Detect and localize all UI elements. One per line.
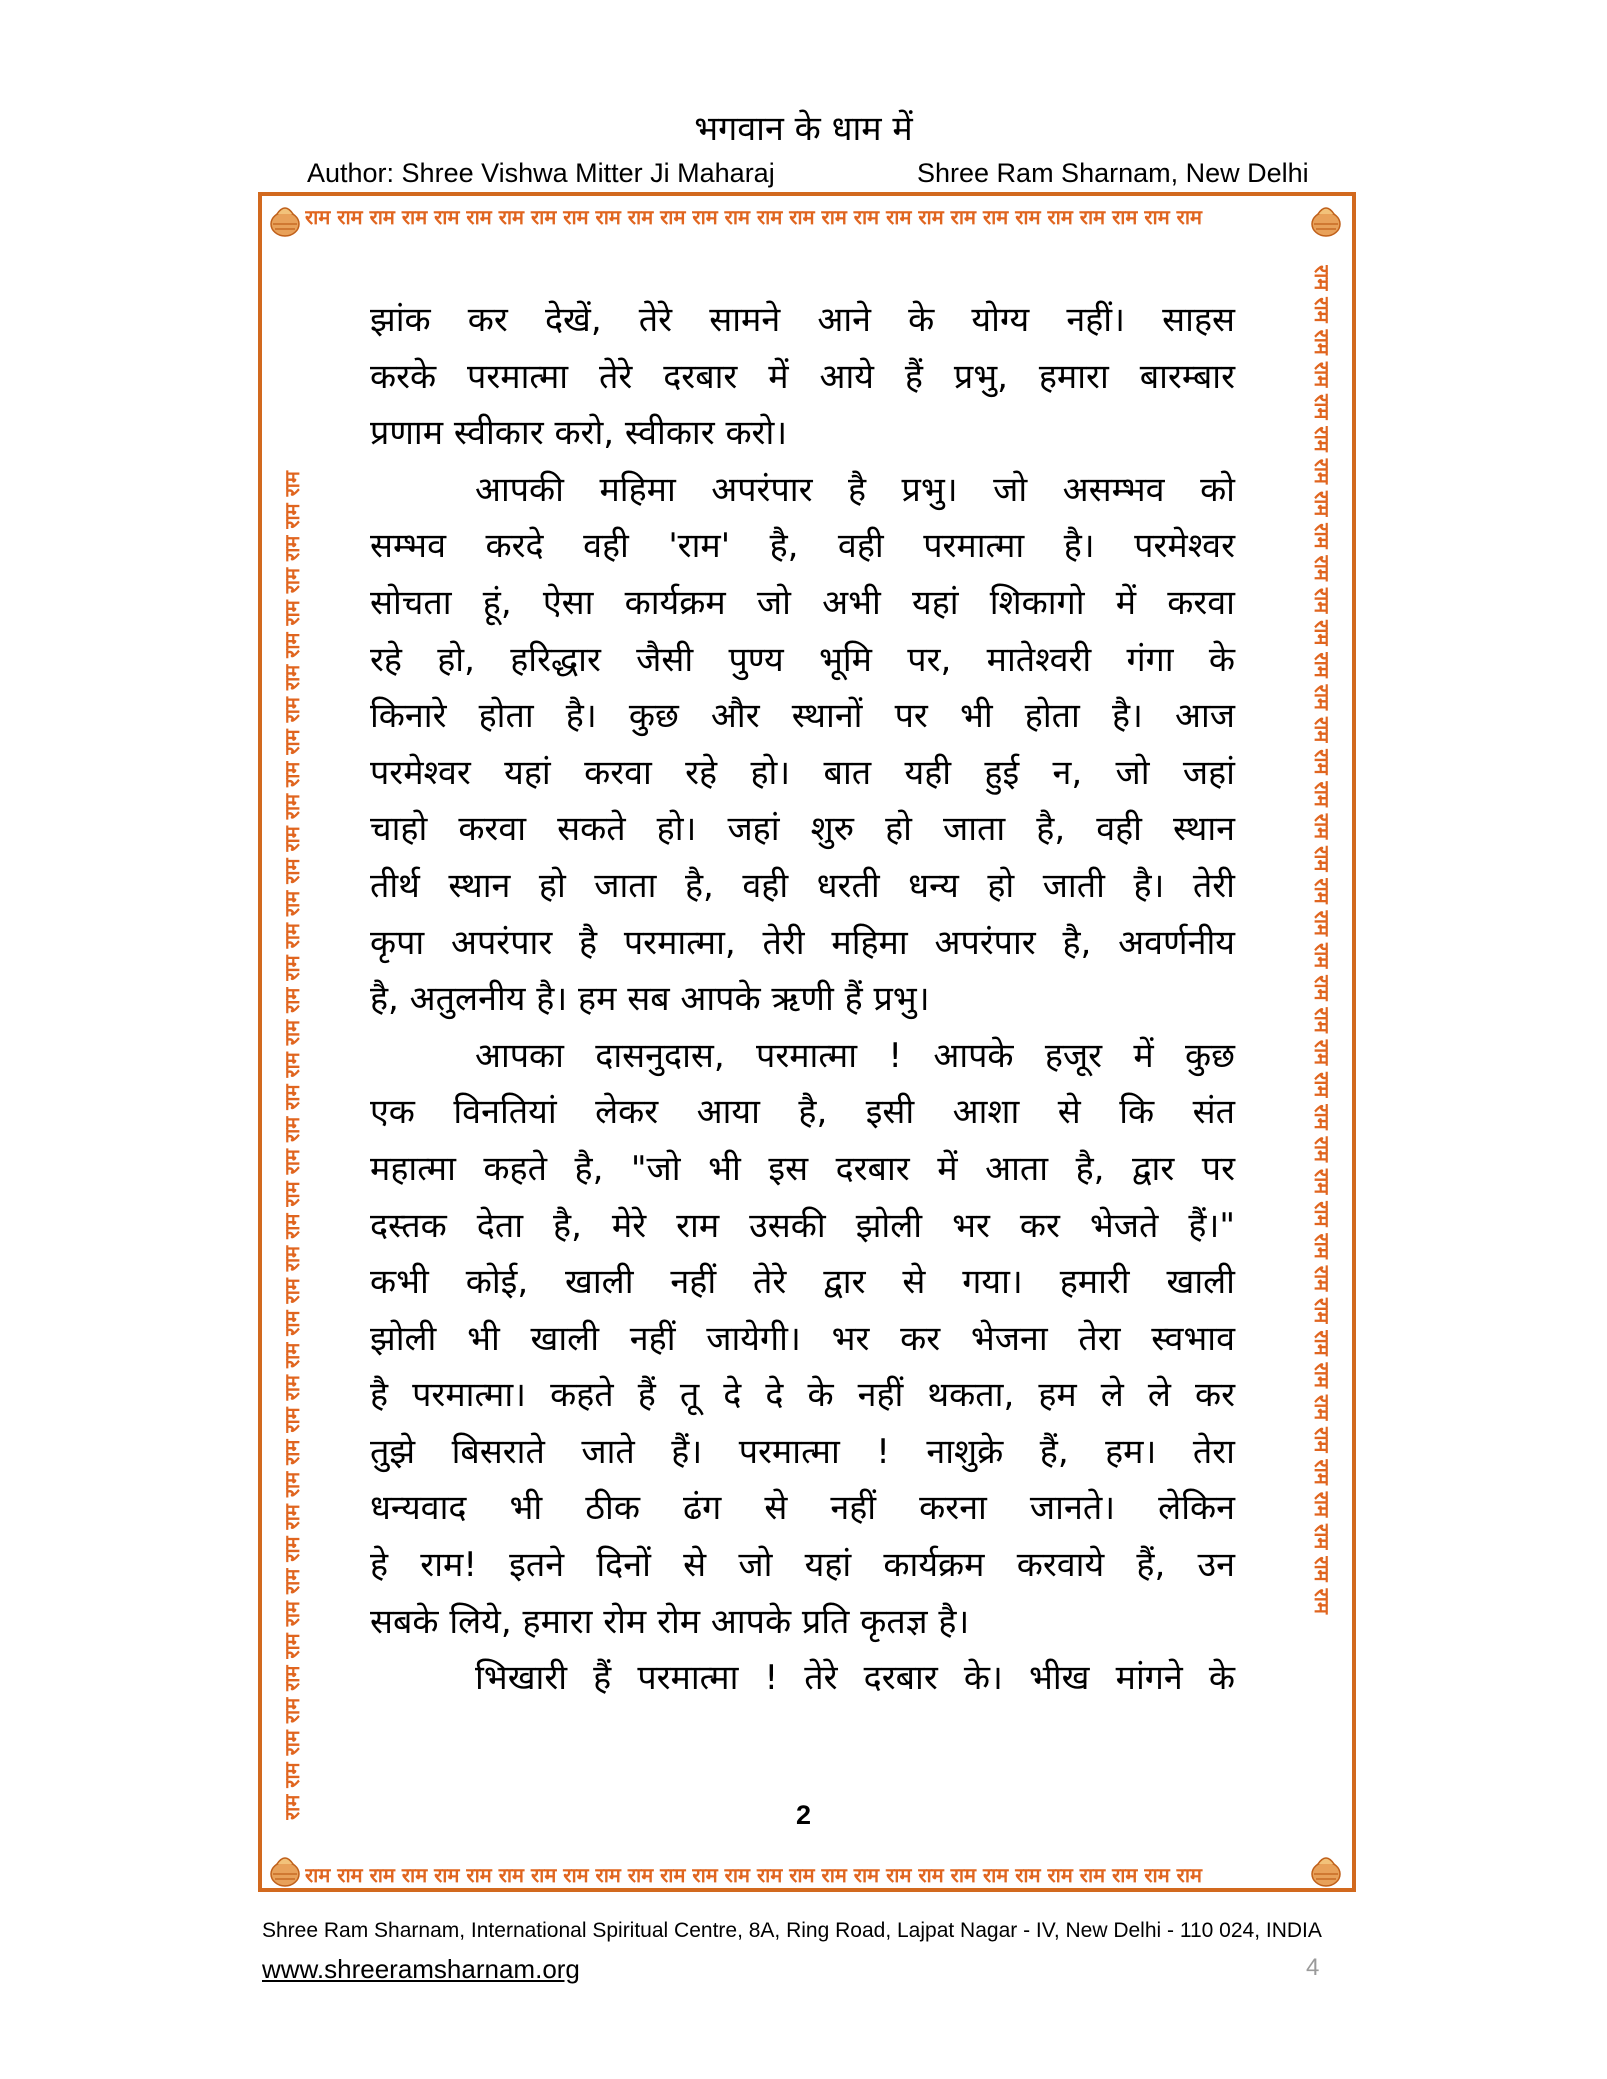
- website-link[interactable]: www.shreeramsharnam.org: [262, 1954, 580, 1984]
- text-line: झोली भी खाली नहीं जायेगी। भर कर भेजना तेरा स्वभाव: [370, 1318, 1235, 1359]
- text-line: तीर्थ स्थान हो जाता है, वही धरती धन्य हो जाती है। तेरी: [370, 865, 1235, 906]
- text-line: करके परमात्मा तेरे दरबार में आये हैं प्रभु, हमारा बारम्बार: [370, 356, 1235, 397]
- ram-border-right: राम राम राम राम राम राम राम राम राम राम राम राम राम राम राम राम राम राम राम राम राम राम राम राम राम राम राम राम राम राम राम राम राम राम राम राम राम राम राम राम राम राम: [1310, 265, 1334, 1614]
- text-line: है, अतुलनीय है। हम सब आपके ऋणी हैं प्रभु।: [370, 979, 930, 1020]
- kalash-icon: [1306, 200, 1346, 240]
- ram-border-bottom: राम राम राम राम राम राम राम राम राम राम राम राम राम राम राम राम राम राम राम राम राम राम राम राम राम राम राम राम: [305, 1863, 1202, 1887]
- text-line: परमेश्वर यहां करवा रहे हो। बात यही हुई न, जो जहां: [370, 752, 1235, 793]
- text-line: दस्तक देता है, मेरे राम उसकी झोली भर कर भेजते हैं।": [370, 1205, 1235, 1246]
- text-line: झांक कर देखें, तेरे सामने आने के योग्य नहीं। साहस: [370, 300, 1235, 340]
- text-line: भिखारी हैं परमात्मा ! तेरे दरबार के। भीख मांगने के: [475, 1658, 1235, 1699]
- text-line: चाहो करवा सकते हो। जहां शुरु हो जाता है, वही स्थान: [370, 809, 1235, 850]
- body-text: [370, 292, 1235, 1707]
- text-line: कृपा अपरंपार है परमात्मा, तेरी महिमा अपरंपार है, अवर्णनीय: [370, 922, 1235, 963]
- text-line: कभी कोई, खाली नहीं तेरे द्वार से गया। हमारी खाली: [370, 1262, 1235, 1303]
- author-label: Author: Shree Vishwa Mitter Ji Maharaj: [307, 158, 775, 188]
- ram-border-left: राम राम राम राम राम राम राम राम राम राम राम राम राम राम राम राम राम राम राम राम राम राम राम राम राम राम राम राम राम राम राम राम राम राम राम राम राम राम राम राम राम राम: [280, 471, 304, 1820]
- text-line: धन्यवाद भी ठीक ढंग से नहीं करना जानते। लेकिन: [370, 1488, 1235, 1529]
- kalash-icon: [265, 1850, 305, 1890]
- pdf-page-number: 4: [1306, 1954, 1320, 1981]
- page-number: 2: [795, 1800, 812, 1830]
- text-line: तुझे बिसराते जाते हैं। परमात्मा ! नाशुक्रे हैं, हम। तेरा: [370, 1431, 1235, 1472]
- text-line: आपका दासनुदास, परमात्मा ! आपके हजूर में कुछ: [475, 1035, 1235, 1076]
- kalash-icon: [265, 200, 305, 240]
- footer-address: Shree Ram Sharnam, International Spiritual Centre, 8A, Ring Road, Lajpat Nagar - IV, New Delhi - 110 024, INDIA: [262, 1919, 1322, 1942]
- text-line: महात्मा कहते है, "जो भी इस दरबार में आता है, द्वार पर: [370, 1148, 1235, 1189]
- ram-border-top: राम राम राम राम राम राम राम राम राम राम राम राम राम राम राम राम राम राम राम राम राम राम राम राम राम राम राम राम: [305, 205, 1202, 229]
- text-line: आपकी महिमा अपरंपार है प्रभु। जो असम्भव को: [475, 469, 1235, 510]
- text-line: रहे हो, हरिद्धार जैसी पुण्य भूमि पर, मातेश्वरी गंगा के: [370, 639, 1235, 680]
- text-line: सबके लिये, हमारा रोम रोम आपके प्रति कृतज्ञ है।: [370, 1601, 970, 1642]
- text-line: हे राम! इतने दिनों से जो यहां कार्यक्रम करवाये हैं, उन: [370, 1545, 1235, 1586]
- text-line: एक विनतियां लेकर आया है, इसी आशा से कि संत: [370, 1092, 1235, 1133]
- text-line: सोचता हूं, ऐसा कार्यक्रम जो अभी यहां शिकागो में करवा: [370, 582, 1235, 623]
- page-title: भगवान के धाम में: [694, 109, 913, 149]
- text-line: प्रणाम स्वीकार करो, स्वीकार करो।: [370, 413, 788, 454]
- organization-label: Shree Ram Sharnam, New Delhi: [917, 158, 1309, 188]
- kalash-icon: [1306, 1850, 1346, 1890]
- text-line: सम्भव करदे वही 'राम' है, वही परमात्मा है। परमेश्वर: [370, 526, 1235, 567]
- text-line: किनारे होता है। कुछ और स्थानों पर भी होता है। आज: [370, 696, 1235, 737]
- text-line: है परमात्मा। कहते हैं तू दे दे के नहीं थकता, हम ले ले कर: [370, 1375, 1235, 1416]
